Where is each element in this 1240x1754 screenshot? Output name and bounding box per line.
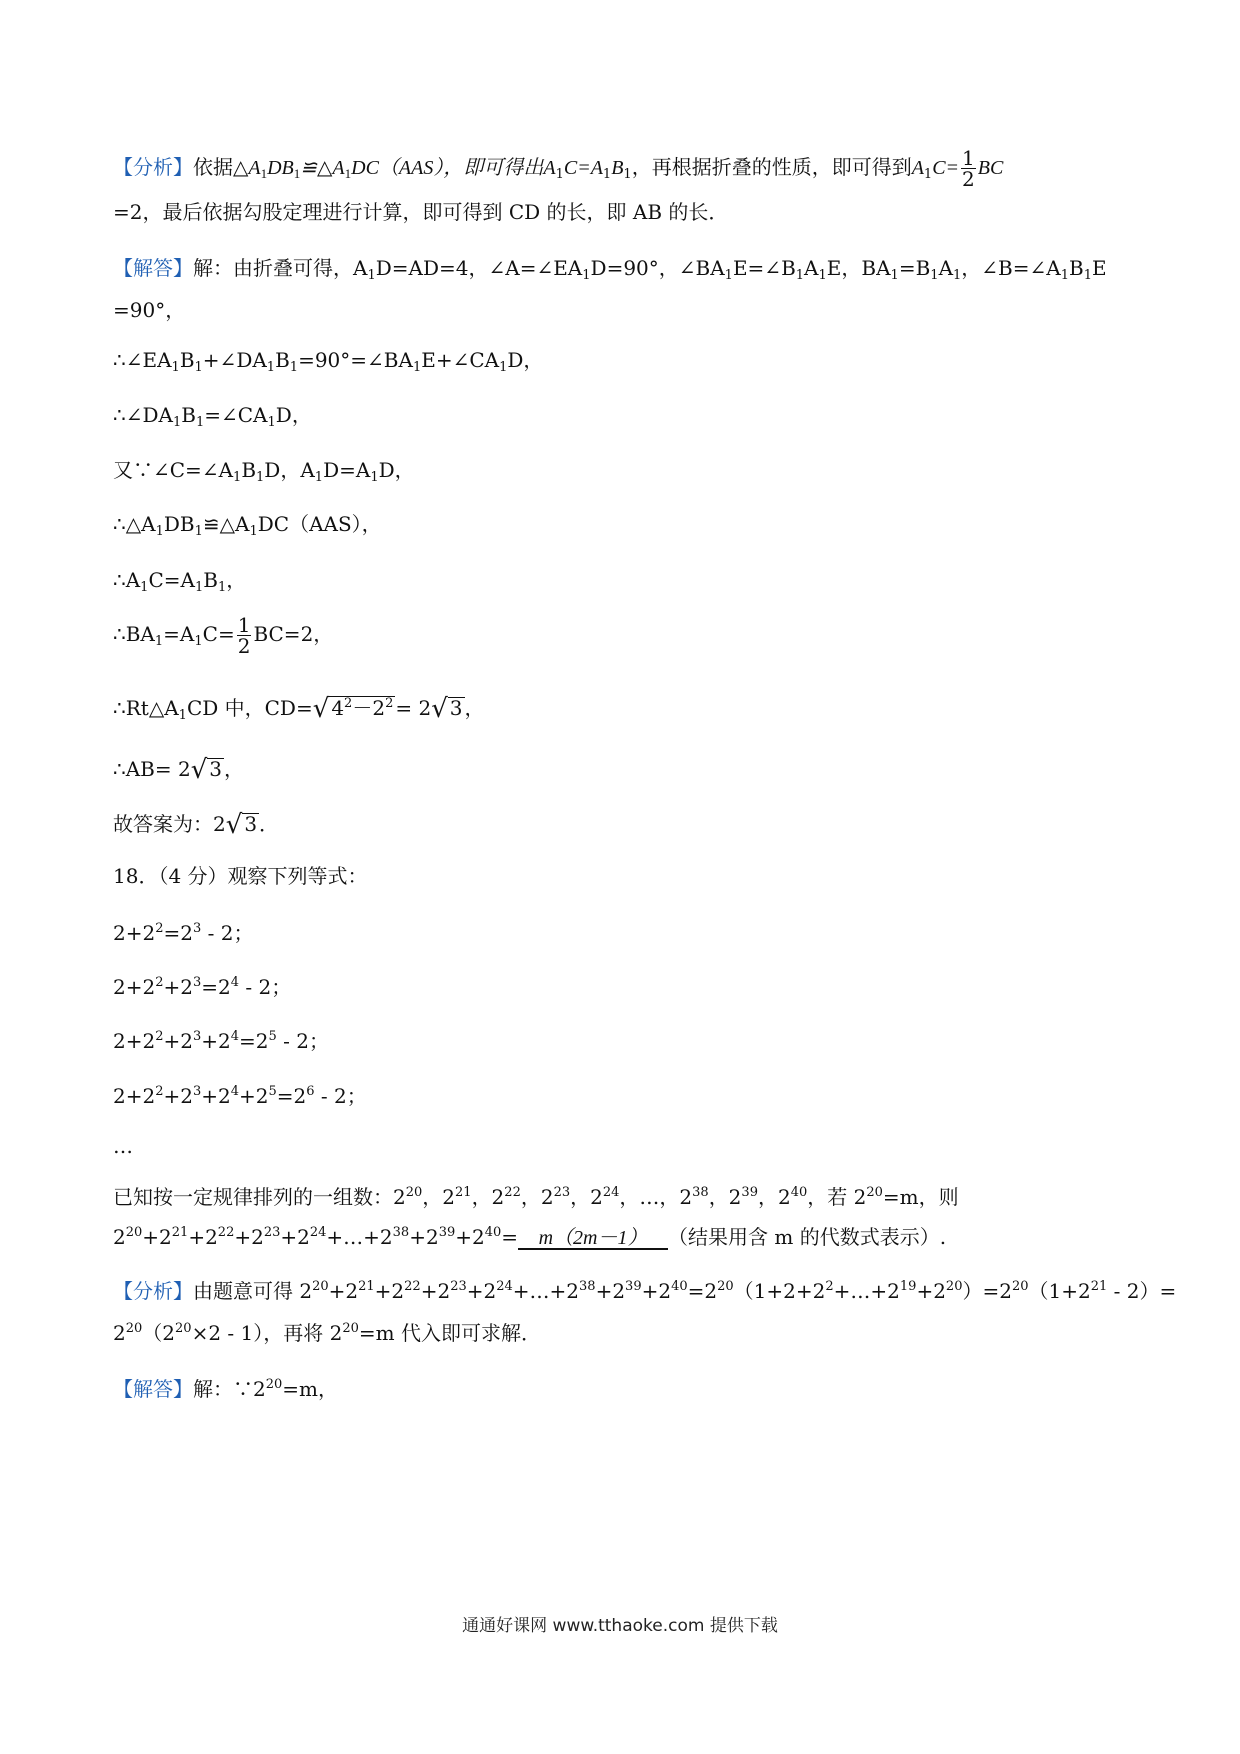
answer-blank: m（2m－1） bbox=[518, 1228, 668, 1250]
equation-2: $2+2^2+2^3=2^4 - 2$； bbox=[113, 975, 292, 999]
ellipsis: … bbox=[113, 1134, 133, 1158]
analysis-2-line-2: $2^{20}(2^{20}\times 2 - 1)$，再将 $2^{20}=m$ 代入即可求解． bbox=[113, 1321, 541, 1345]
sum-expression-line: $2^{20}+2^{21}+2^{22}+2^{23}+2^{24}+\dots+2^{38}+2^{39}+2^{40}= m(2m-1)$ （结果用含 m 的代数式表示）. bbox=[113, 1225, 947, 1249]
known-sequence-line: 已知按一定规律排列的一组数：$2^{20}$，$2^{21}$，$2^{22}$，$2^{23}$，$2^{24}$，…，$2^{38}$，$2^{39}$，$2^{40}$，若 $2^{20}=m$，则 bbox=[113, 1185, 959, 1209]
fraction-half: $\frac{1}{2}$ bbox=[962, 146, 975, 191]
solution-line-2: =90°， bbox=[113, 298, 186, 322]
solution-line-1: 【解答】解：由折叠可得，$A_1D=AD=4$，$\angle A=\angle EA_1D=90^\circ$，$\angle BA_1E=\angle B_1A_1E$，$BA_1=B_1A_1$，$\angle B=\angle A_1B_1E$ bbox=[113, 256, 1107, 283]
step-line-4: $\therefore\angle DA_1B_1=\angle CA_1D$， bbox=[113, 403, 312, 430]
step-line-8: $\therefore BA_1=A_1C=$ $\frac{1}{2}$ BC=2， bbox=[113, 613, 334, 658]
analysis-line-1: 【分析】依据$\triangle A_1DB_1≌\triangle A_1DC(AAS)$，即可得出$A_1C=A_1B_1$，再根据折叠的性质，即可得到$A_1C=$ $\frac{1}{2}$ BC bbox=[113, 146, 1004, 191]
step-line-9: $\therefore Rt\triangle A_1CD$ 中，CD=√ $4^2-2^2 = 2√$ 3 ， bbox=[113, 694, 485, 724]
analysis-tag: 【分析】 bbox=[113, 155, 193, 179]
final-answer-line: 故答案为：2√ 3 ． bbox=[113, 810, 280, 840]
solution-2-line-1: 【解答】解：$\because 2^{20}=m$， bbox=[113, 1377, 339, 1401]
analysis-2-line-1: 【分析】由题意可得 $2^{20}+2^{21}+2^{22}+2^{23}+2^{24}+\dots+2^{38}+2^{39}+2^{40}=2^{20}(1+2+2^2+\dots+2^{19}+2^{20})=2^{20}(1+2^{21} - 2)=$ bbox=[113, 1279, 1177, 1303]
page-footer: 通通好课网 www.tthaoke.com 提供下载 bbox=[462, 1616, 778, 1636]
step-line-7: $\therefore A_1C=A_1B_1$， bbox=[113, 568, 247, 595]
step-line-6: $\therefore\triangle A_1DB_1≌\triangle A_1DC(AAS)$， bbox=[113, 512, 382, 539]
fraction-half-2: $\frac{1}{2}$ bbox=[237, 613, 251, 658]
question-18-title: 18．（4 分）观察下列等式： bbox=[113, 864, 368, 888]
equation-4: $2+2^2+2^3+2^4+2^5=2^6 - 2$； bbox=[113, 1084, 367, 1108]
step-line-10: ∴AB= 2√ 3 ， bbox=[113, 755, 245, 785]
solution-tag: 【解答】 bbox=[113, 256, 193, 280]
equation-1: $2+2^2=2^3 - 2$； bbox=[113, 921, 254, 945]
analysis-line-2: =2，最后依据勾股定理进行计算，即可得到 CD 的长，即 AB 的长． bbox=[113, 200, 729, 224]
step-line-5: 又$\because\angle C=\angle A_1B_1D$，$A_1D=A_1D$， bbox=[113, 458, 415, 485]
step-line-3: $\therefore\angle EA_1B_1+\angle DA_1B_1=90^\circ=\angle BA_1E+\angle CA_1D$， bbox=[113, 348, 544, 375]
equation-3: $2+2^2+2^3+2^4=2^5 - 2$； bbox=[113, 1029, 329, 1053]
